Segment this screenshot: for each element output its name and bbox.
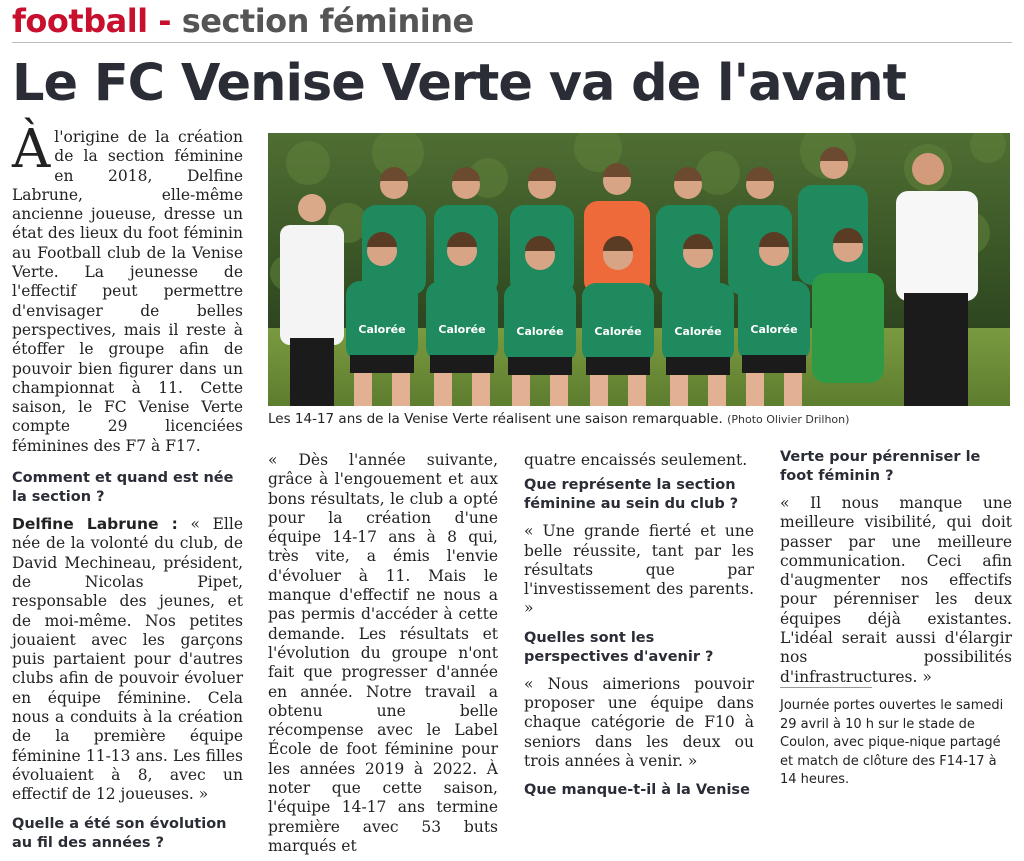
svg-text:Calorée: Calorée [594,325,642,338]
column-3 [524,451,754,808]
question-3: Que représente la section féminine au sein du club ? [524,477,739,513]
answer-4: « Nous aimerions pouvoir proposer une équipe dans chaque catégorie de F10 à seniors dans les deux ou trois années à venir. » [524,674,754,770]
svg-text:Calorée: Calorée [750,323,798,336]
column-2 [268,451,498,856]
answer-5: « Il nous manque une meilleure visibilité, qui doit passer par une meilleure communication. Ceci afin d'augmenter nos effectifs pour pérenniser les deux équipes déjà existantes. L'idéal serait aussi d'élargir nos possibilités d'infrastructures. » [780,494,1012,686]
info-box: Journée portes ouvertes le samedi 29 avril à 10 h sur le stade de Coulon, avec pique-nique partagé et match de clôture des F14-17 à 14 heures. [780,698,1004,787]
question-2: Quelle a été son évolution au fil des années ? [12,815,227,851]
kicker-section: football - [12,2,172,40]
photo-credit: (Photo Olivier Drilhon) [727,413,850,426]
svg-text:Calorée: Calorée [674,325,722,338]
section-kicker [12,2,474,40]
answer-3: « Une grande fierté et une belle réussite, tant par les résultats que par l'investissement des parents. » [524,522,754,618]
column-1 [12,119,243,861]
answer-1: Delfine Labrune : « Elle née de la volonté du club, de David Mechineau, président, de Nicolas Pipet, responsable des jeunes, et de moi-même. Nos petites jouaient avec les garçons puis partaient pour d'autres clubs afin de pouvoir évoluer en équipe féminine. Cela nous a conduits à la création de la première équipe féminine 11-13 ans. Les filles évoluaient à 8, avec un effectif de 12 joueuses. » [12,515,243,804]
answer-2: « Dès l'année suivante, grâce à l'engouement et aux bons résultats, le club a opté pour la création d'une équipe 14-17 ans à 8 qui, très vite, a émis l'envie d'évoluer à 11. Mais le manque d'effectif ne nous a pas permis d'accéder à cette demande. Les résultats et l'évolution du groupe n'ont fait que progresser d'année en année. Notre travail a obtenu une belle récompense avec le Label École de foot féminine pour les années 2019 à 2022. À noter que cette saison, l'équipe 14-17 ans termine première avec 53 buts marqués et [268,451,498,855]
article-headline: Le FC Venise Verte va de l'avant [12,54,906,113]
intro-paragraph: Àl'origine de la création de la section féminine en 2018, Delfine Labrune, elle-même ancienne joueuse, dresse un état des lieux du foot féminin au Football club de la Venise Verte. La jeunesse de l'effectif peut permettre d'envisager de belles perspectives, mais il reste à étoffer le groupe afin de pouvoir bien figurer dans un championnat à 11. Cette saison, le FC Venise Verte compte 29 licenciées féminines des F7 à F17. [12,119,243,455]
question-4: Quelles sont les perspectives d'avenir ? [524,629,714,665]
question-1: Comment et quand est née la section ? [12,470,234,506]
question-5-continued: Verte pour pérenniser le foot féminin ? [780,449,981,484]
svg-text:Calorée: Calorée [358,323,406,336]
svg-text:Calorée: Calorée [516,325,564,338]
answer-2-continued: quatre encaissés seulement. [524,451,748,469]
column-4 [780,445,1012,687]
photo-caption: Les 14-17 ans de la Venise Verte réalisent une saison remarquable. (Photo Olivier Drilhon) [268,411,850,427]
header-rule [12,42,1012,43]
team-photo [268,133,1010,406]
info-rule [780,687,872,688]
svg-text:Calorée: Calorée [438,323,486,336]
dropcap: À [12,119,51,180]
question-5: Que manque-t-il à la Venise [524,782,750,799]
kicker-subsection: section féminine [181,2,474,40]
team-photo-illustration [268,133,1010,406]
